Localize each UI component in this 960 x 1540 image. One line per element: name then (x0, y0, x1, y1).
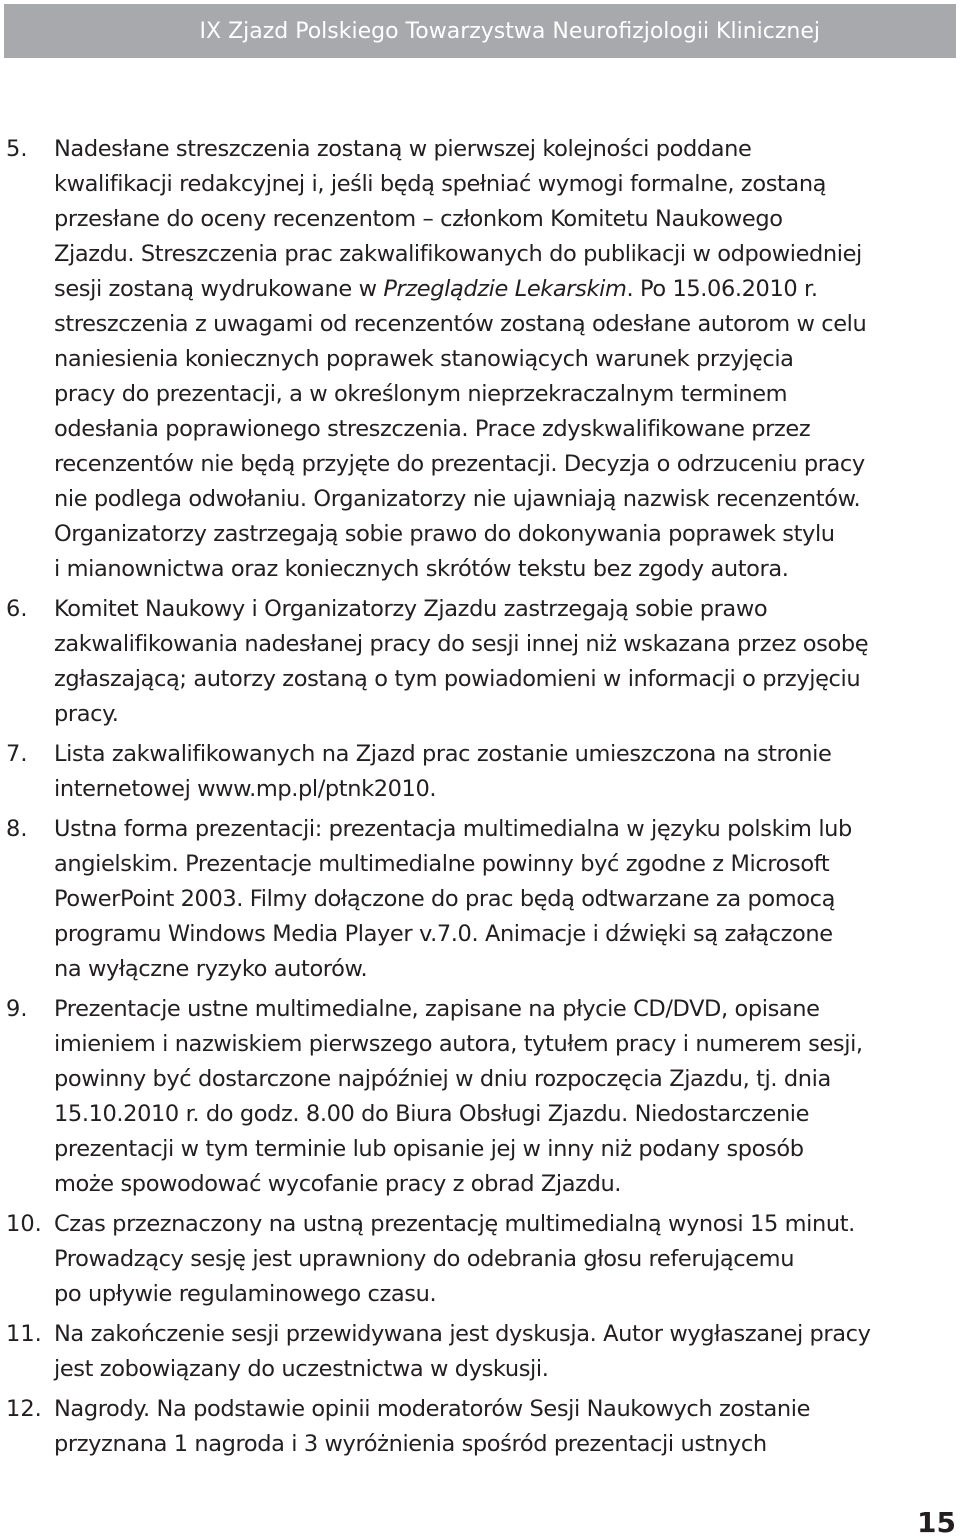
item-number: 7. (6, 741, 28, 767)
item-line: nie podlega odwołaniu. Organizatorzy nie ujawniają nazwisk recenzentów. (54, 486, 861, 512)
item-line: i mianownictwa oraz koniecznych skrótów tekstu bez zgody autora. (54, 556, 789, 582)
header-bar (4, 4, 956, 58)
item-line: odesłania poprawionego streszczenia. Prace zdyskwalifikowane przez (54, 416, 811, 442)
item-number: 12. (6, 1396, 42, 1422)
item-number: 11. (6, 1321, 42, 1347)
header-title: IX Zjazd Polskiego Towarzystwa Neurofizjologii Klinicznej (199, 19, 820, 44)
item-text: Czas przeznaczony na ustną prezentację multimedialną wynosi 15 minut. Prowadzący sesję jest uprawniony do odebrania głosu referującemu po upływie regulaminowego czasu. (54, 1211, 855, 1307)
item-line-part: sesji zostaną wydrukowane w (54, 276, 384, 302)
item-line: recenzentów nie będą przyjęte do prezentacji. Decyzja o odrzuceniu pracy (54, 451, 865, 477)
item-text: Komitet Naukowy i Organizatorzy Zjazdu zastrzegają sobie prawo zakwalifikowania nadesłanej pracy do sesji innej niż wskazana przez osobę zgłaszającą; autorzy zostaną o tym powiadomieni w informacji o przyjęciu pracy. (54, 596, 869, 727)
item-text: Na zakończenie sesji przewidywana jest dyskusja. Autor wygłaszanej pracy jest zobowiązany do uczestnictwa w dyskusji. (54, 1321, 871, 1382)
list-item-6 (0, 592, 960, 732)
item-line: Zjazdu. Streszczenia prac zakwalifikowanych do publikacji w odpowiedniej (54, 241, 862, 267)
item-line: przesłane do oceny recenzentom – członkom Komitetu Naukowego (54, 206, 783, 232)
item-line: streszczenia z uwagami od recenzentów zostaną odesłane autorom w celu (54, 311, 867, 337)
item-number: 5. (6, 136, 28, 162)
list-item-12 (0, 1392, 960, 1462)
item-text: Prezentacje ustne multimedialne, zapisane na płycie CD/DVD, opisane imieniem i nazwiskiem pierwszego autora, tytułem pracy i numerem sesji, powinny być dostarczone najpóźniej w dniu rozpoczęcia Zjazdu, tj. dnia 15.10.2010 r. do godz. 8.00 do Biura Obsługi Zjazdu. Niedostarczenie prezentacji w tym terminie lub opisanie jej w inny niż podany sposób może spowodować wycofanie pracy z obrad Zjazdu. (54, 996, 863, 1197)
item-number: 10. (6, 1211, 42, 1237)
item-line-part: . Po 15.06.2010 r. (626, 276, 818, 302)
item-number: 8. (6, 816, 28, 842)
page-number: 15 (917, 1506, 956, 1539)
item-number: 9. (6, 996, 28, 1022)
item-text (54, 132, 960, 587)
list-item-7 (0, 737, 960, 807)
list-item-8 (0, 812, 960, 987)
journal-title: Przeglądzie Lekarskim (383, 276, 627, 302)
item-number: 6. (6, 596, 28, 622)
item-line: pracy do prezentacji, a w określonym nieprzekraczalnym terminem (54, 381, 788, 407)
item-line: Nadesłane streszczenia zostaną w pierwszej kolejności poddane (54, 136, 752, 162)
list-item-11 (0, 1317, 960, 1387)
item-text: Nagrody. Na podstawie opinii moderatorów Sesji Naukowych zostanie przyznana 1 nagroda i 3 wyróżnienia spośród prezentacji ustnych (54, 1396, 811, 1457)
regulations-list (0, 132, 960, 1467)
item-text: Ustna forma prezentacji: prezentacja multimedialna w języku polskim lub angielskim. Prezentacje multimedialne powinny być zgodne z Microsoft PowerPoint 2003. Filmy dołączone do prac będą odtwarzane za pomocą programu Windows Media Player v.7.0. Animacje i dźwięki są załączone na wyłączne ryzyko autorów. (54, 816, 852, 982)
list-item-10 (0, 1207, 960, 1312)
item-line: Organizatorzy zastrzegają sobie prawo do dokonywania poprawek stylu (54, 521, 835, 547)
item-line: naniesienia koniecznych poprawek stanowiących warunek przyjęcia (54, 346, 794, 372)
item-text: Lista zakwalifikowanych na Zjazd prac zostanie umieszczona na stronie internetowej www.mp.pl/ptnk2010. (54, 741, 832, 802)
item-line: kwalifikacji redakcyjnej i, jeśli będą spełniać wymogi formalne, zostaną (54, 171, 827, 197)
list-item-5 (0, 132, 960, 587)
list-item-9 (0, 992, 960, 1202)
